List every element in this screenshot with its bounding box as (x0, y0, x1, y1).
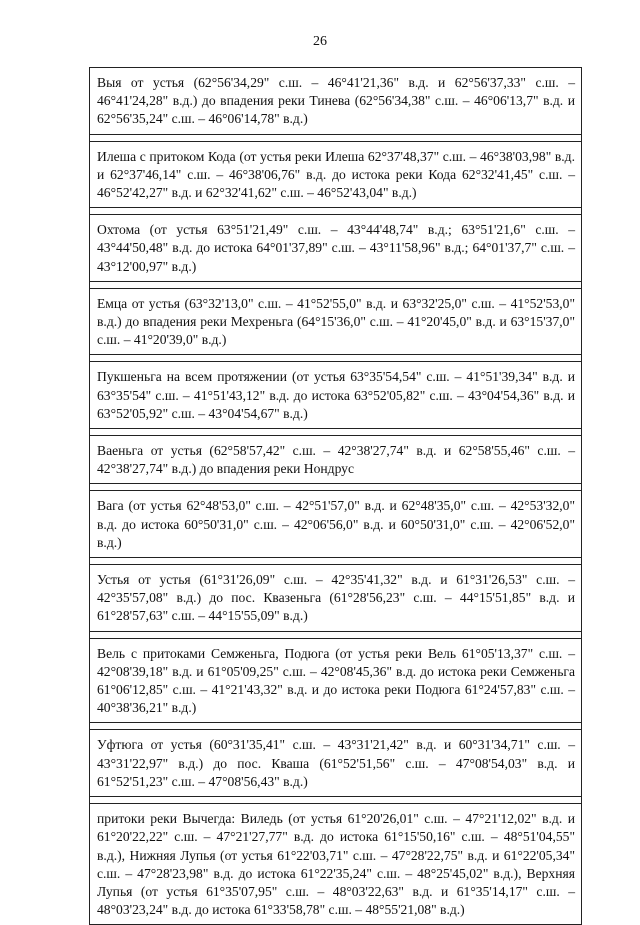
table-row-vyya: Выя от устья (62°56'34,29" с.ш. – 46°41'21,36" в.д. и 62°56'37,33" с.ш. – 46°41'24,28" в.д.) до впадения реки Тинева (62°56'34,38" с.ш. – 46°06'13,7" в.д. и 62°56'35,24" с.ш. – 46°06'14,78" в.д.) (90, 68, 581, 135)
table-row-vaga: Вага (от устья 62°48'53,0" с.ш. – 42°51'57,0" в.д. и 62°48'35,0" с.ш. – 42°53'32,0" в.д. до истока 60°50'31,0" с.ш. – 42°06'56,0" в.д. и 60°50'31,0" с.ш. – 42°06'52,0" в.д.) (90, 490, 581, 558)
table-row-yemtsa: Емца от устья (63°32'13,0" с.ш. – 41°52'55,0" в.д. и 63°32'25,0" с.ш. – 41°52'53,0" в.д.) до впадения реки Мехреньга (64°15'36,0" с.ш. – 41°20'45,0" в.д. и 63°15'37,0" с.ш. – 41°20'39,0" в.д.) (90, 288, 581, 356)
table-row-ilesha: Илеша с притоком Кода (от устья реки Илеша 62°37'48,37" с.ш. – 46°38'03,98" в.д. и 62°37'46,14" с.ш. – 46°38'06,76" в.д. до истока реки Кода 62°32'41,45" с.ш. – 46°52'42,27" в.д. и 62°32'41,62" с.ш. – 46°52'43,04" в.д.) (90, 141, 581, 209)
table-row-vychegda-tributaries: притоки реки Вычегда: Виледь (от устья 61°20'26,01" с.ш. – 47°21'12,02" в.д. и 61°20'22,22" с.ш. – 47°21'27,77" в.д. до истока 61°15'50,16" с.ш. – 48°51'04,55" в.д.), Нижняя Лупья (от устья 61°22'03,71" с.ш. – 47°28'22,75" в.д. и 61°22'05,34" с.ш. – 47°28'23,98" в.д. до истока 61°22'35,24" с.ш. – 48°25'45,02" в.д.), Верхняя Лупья (от устья 61°35'07,95" с.ш. – 48°03'22,63" в.д. и 61°35'14,17" с.ш. – 48°03'23,24" в.д. до истока 61°33'58,78" с.ш. – 48°55'21,08" в.д.) (90, 803, 581, 925)
table-row-vel: Вель с притоками Семженьга, Подюга (от устья реки Вель 61°05'13,37" с.ш. – 42°08'39,18" в.д. и 61°05'09,25" с.ш. – 42°08'45,36" в.д. до истока реки Семженьга 61°06'12,85" с.ш. – 41°21'43,32" в.д. и до истока реки Подюга 61°24'57,83" с.ш. – 40°38'36,21" в.д.) (90, 638, 581, 724)
river-list-table (89, 67, 582, 925)
page-number: 26 (313, 34, 327, 49)
table-row-pukshenga: Пукшеньга на всем протяжении (от устья 63°35'54,54" с.ш. – 41°51'39,34" в.д. и 63°35'54" с.ш. – 41°51'43,12" в.д. до истока 63°52'05,82" с.ш. – 43°04'54,36" в.д. и 63°52'05,92" с.ш. – 43°04'54,67" в.д.) (90, 361, 581, 429)
table-row-okhtoma: Охтома (от устья 63°51'21,49" с.ш. – 43°44'48,74" в.д.; 63°51'21,6" с.ш. – 43°44'50,48" в.д. до истока 64°01'37,89" с.ш. – 43°11'58,96" в.д.; 64°01'37,7" с.ш. – 43°12'00,97" в.д.) (90, 214, 581, 282)
table-row-ustya: Устья от устья (61°31'26,09" с.ш. – 42°35'41,32" в.д. и 61°31'26,53" с.ш. – 42°35'57,08" в.д.) до пос. Квазеньга (61°28'56,23" с.ш. – 44°15'51,85" в.д. и 61°28'57,63" с.ш. – 44°15'55,09" в.д.) (90, 564, 581, 632)
table-row-vaenga: Ваеньга от устья (62°58'57,42" с.ш. – 42°38'27,74" в.д. и 62°58'55,46" с.ш. – 42°38'27,74" в.д.) до впадения реки Нондрус (90, 435, 581, 484)
table-row-uftyuga: Уфтюга от устья (60°31'35,41" с.ш. – 43°31'21,42" в.д. и 60°31'34,71" с.ш. – 43°31'22,97" в.д.) до пос. Кваша (61°52'51,56" с.ш. – 47°08'54,03" в.д. и 61°52'51,23" с.ш. – 47°08'56,43" в.д.) (90, 729, 581, 797)
